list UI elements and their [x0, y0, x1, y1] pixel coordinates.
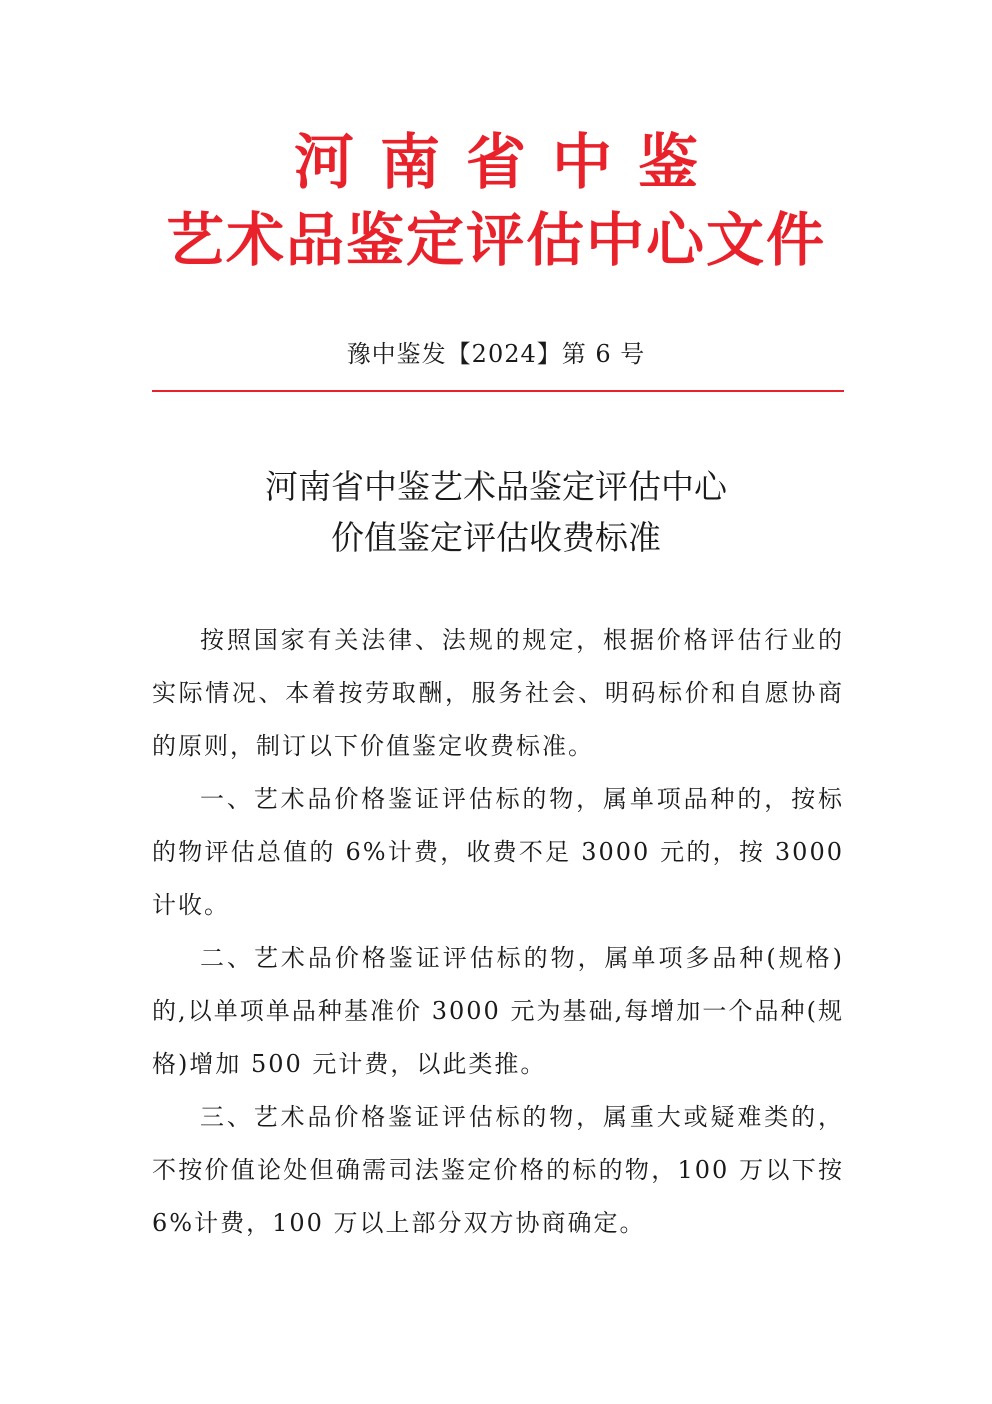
document-title-line-2: 价值鉴定评估收费标准 — [331, 518, 661, 557]
document-header-file-title: 艺术品鉴定评估中心文件 — [165, 206, 826, 274]
paragraph-item-1: 一、艺术品价格鉴证评估标的物，属单项品种的，按标的物评估总值的 6%计费，收费不足 3000 元的，按 3000 计收。 — [152, 785, 844, 919]
document-header-org-name: 河南省中鉴 — [294, 128, 724, 198]
document-number: 豫中鉴发【2024】第 6 号 — [346, 340, 646, 368]
red-divider-line — [152, 390, 844, 392]
paragraph-intro: 按照国家有关法律、法规的规定，根据价格评估行业的实际情况、本着按劳取酬，服务社会、明码标价和自愿协商的原则，制订以下价值鉴定收费标准。 — [152, 626, 844, 760]
document-body — [152, 614, 844, 1250]
paragraph-item-2: 二、艺术品价格鉴证评估标的物，属单项多品种(规格)的,以单项单品种基准价 3000 元为基础,每增加一个品种(规格)增加 500 元计费，以此类推。 — [152, 944, 844, 1078]
document-title-line-1: 河南省中鉴艺术品鉴定评估中心 — [265, 467, 727, 506]
paragraph-item-3: 三、艺术品价格鉴证评估标的物，属重大或疑难类的，不按价值论处但确需司法鉴定价格的标的物，100 万以下按 6%计费，100 万以上部分双方协商确定。 — [152, 1103, 844, 1237]
